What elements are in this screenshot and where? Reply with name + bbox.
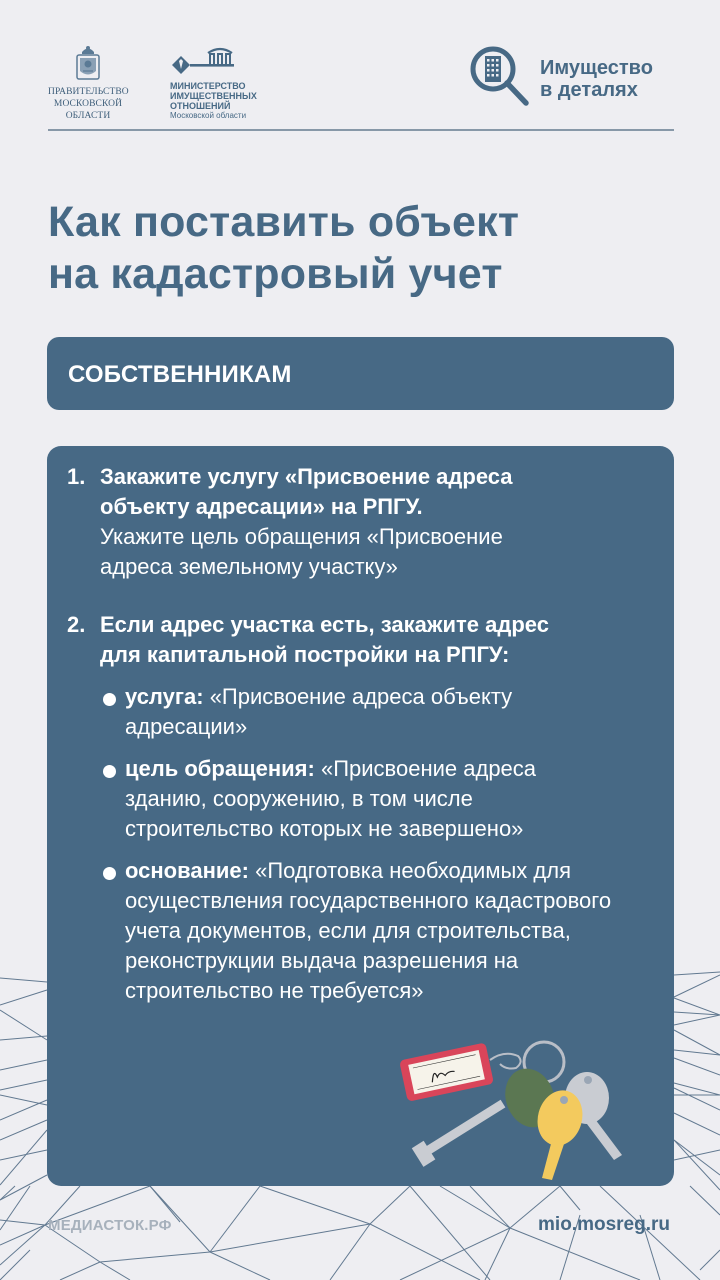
- step-heading-line: Закажите услугу «Присвоение адреса: [100, 464, 513, 489]
- header: [48, 40, 674, 130]
- detail-service: [100, 682, 600, 742]
- bullet-dot-icon: [103, 693, 116, 706]
- detail-text: «Подготовка необходимых для осуществления государственного кадастрового учета документов, если для строительства, реконструкции выдача разрешения на строительство не требуется»: [125, 858, 612, 1003]
- audience-banner: [47, 337, 674, 410]
- step-item: [67, 610, 667, 1006]
- gov-name-line: ПРАВИТЕЛЬСТВО: [48, 87, 129, 97]
- brand-name-line: в деталях: [540, 79, 638, 101]
- step-heading: [100, 462, 667, 522]
- steps-list: [67, 462, 667, 1006]
- bullet-dot-icon: [103, 765, 116, 778]
- detail-label: услуга:: [125, 684, 204, 709]
- step-description-line: адреса земельному участку»: [100, 554, 398, 579]
- page-title-line: Как поставить объект: [48, 198, 520, 246]
- step-description-line: Укажите цель обращения «Присвоение: [100, 524, 503, 549]
- step-heading: [100, 610, 667, 670]
- instructions-card: [47, 446, 674, 1186]
- moscow-region-coat-of-arms-icon: [74, 44, 102, 82]
- ministry-name-line: ОТНОШЕНИЙ: [170, 101, 231, 111]
- detail-text: «Присвоение адреса зданию, сооружению, в том числе строительство которых не завершено»: [125, 756, 537, 841]
- detail-label: основание:: [125, 858, 249, 883]
- detail-basis: [100, 856, 640, 1006]
- gov-name-line: ОБЛАСТИ: [65, 111, 111, 121]
- detail-label: цель обращения:: [125, 756, 315, 781]
- magnifier-building-icon: [468, 44, 534, 110]
- audience-label: СОБСТВЕННИКАМ: [68, 361, 292, 388]
- gov-name-line: МОСКОВСКОЙ: [53, 99, 123, 109]
- bullet-dot-icon: [103, 867, 116, 880]
- step-heading-line: для капитальной постройки на РПГУ:: [100, 642, 510, 667]
- keys-with-tag-icon: [392, 1040, 632, 1180]
- gov-logo: [48, 44, 128, 122]
- step-description: [100, 522, 667, 582]
- page-title: [48, 196, 688, 300]
- detail-purpose: [100, 754, 620, 844]
- ministry-name-line: ИМУЩЕСТВЕННЫХ: [170, 91, 257, 101]
- ministry-name: [170, 81, 310, 121]
- gov-name: [48, 86, 128, 122]
- footer-source-label: МЕДИАСТОК.РФ: [48, 1217, 172, 1234]
- key-building-icon: [170, 45, 244, 77]
- step-number: 2.: [67, 612, 86, 637]
- page-title-line: на кадастровый учет: [48, 250, 503, 298]
- ministry-name-line: МИНИСТЕРСТВО: [170, 81, 246, 91]
- ministry-logo: [170, 45, 310, 121]
- step-heading-line: Если адрес участка есть, закажите адрес: [100, 612, 549, 637]
- ministry-region: Московской области: [170, 111, 247, 120]
- step-details-list: [100, 682, 667, 1006]
- footer-website-link[interactable]: mio.mosreg.ru: [538, 1214, 670, 1235]
- brand-name: [540, 57, 653, 101]
- step-number: 1.: [67, 464, 86, 489]
- step-item: [67, 462, 667, 582]
- brand-name-line: Имущество: [540, 57, 653, 79]
- detail-text: «Присвоение адреса объекту адресации»: [125, 684, 513, 739]
- brand-logo: [468, 44, 674, 108]
- header-divider: [48, 129, 674, 131]
- step-heading-line: объекту адресации» на РПГУ.: [100, 494, 423, 519]
